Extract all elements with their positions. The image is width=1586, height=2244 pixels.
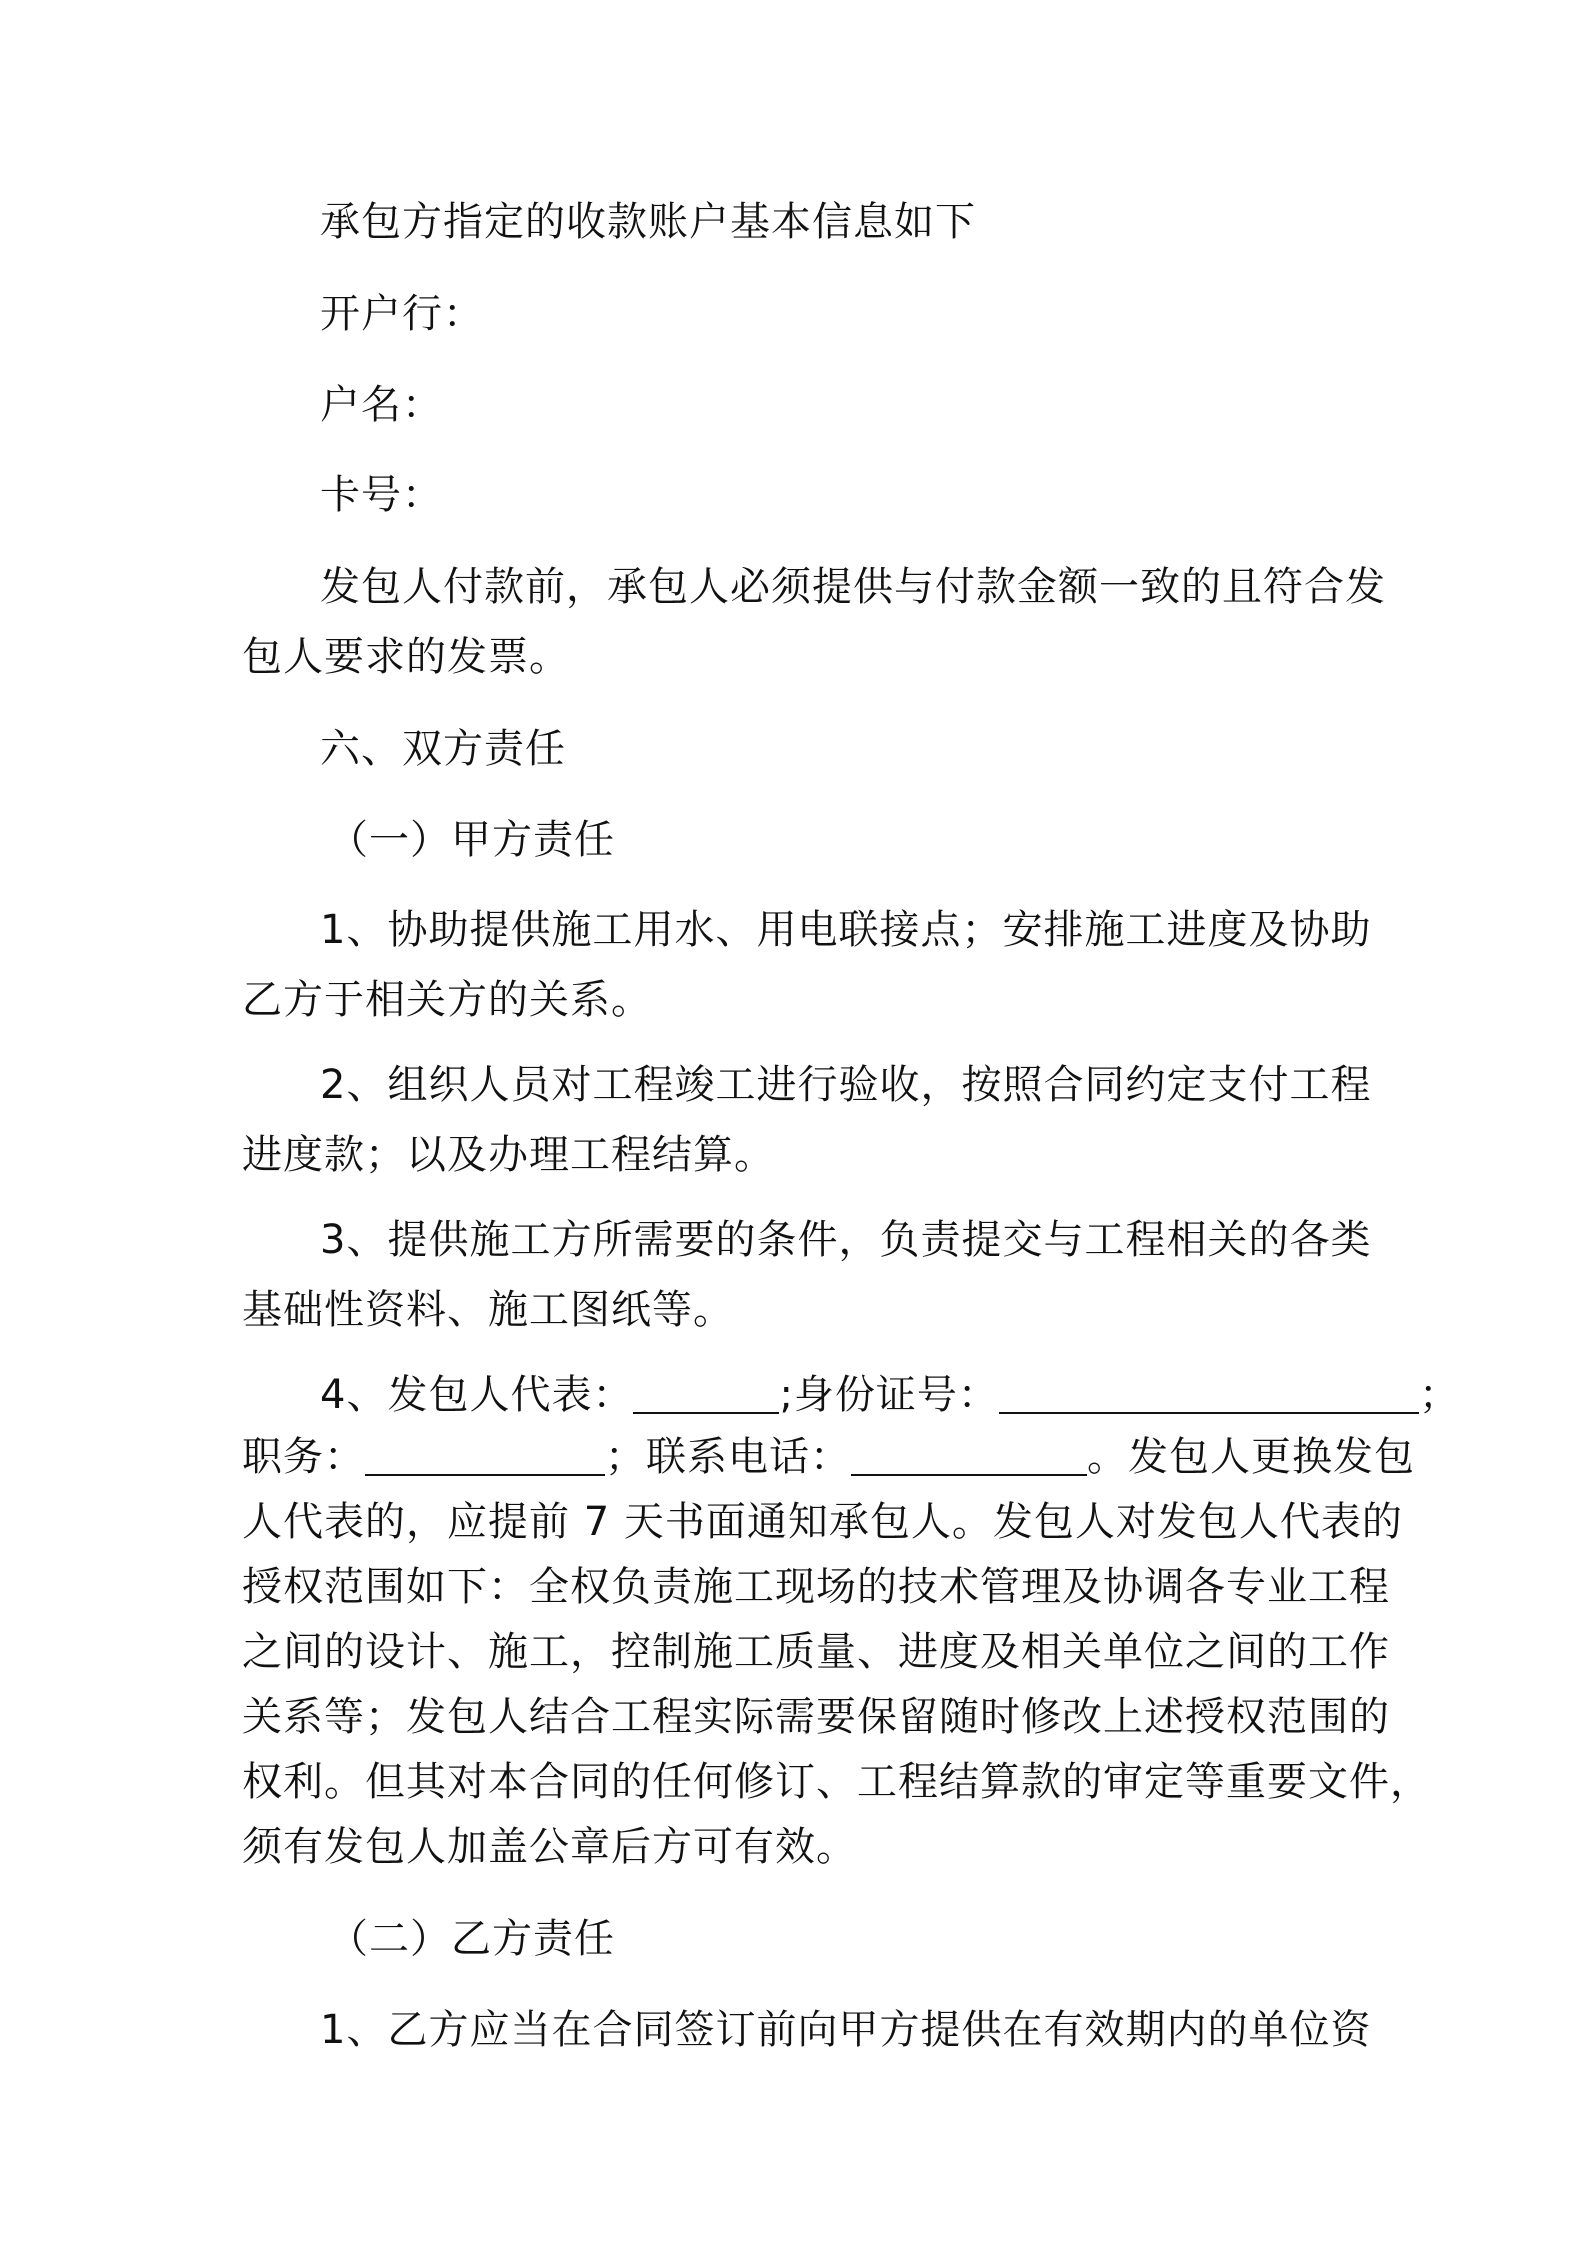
- phone-blank[interactable]: [851, 1430, 1087, 1476]
- party-a-item-4-line-5: 之间的设计、施工，控制施工质量、进度及相关单位之间的工作: [242, 1629, 1390, 1675]
- party-a-item-2-line-2: 进度款；以及办理工程结算。: [242, 1132, 775, 1178]
- party-a-item-4-line-3: 人代表的，应提前 7 天书面通知承包人。发包人对发包人代表的: [242, 1499, 1403, 1545]
- id-number-blank[interactable]: [999, 1368, 1419, 1414]
- invoice-paragraph-line-2: 包人要求的发票。: [242, 634, 570, 680]
- party-a-item-2-line-1: 2、组织人员对工程竣工进行验收，按照合同约定支付工程: [320, 1062, 1372, 1108]
- position-label: 职务：: [242, 1434, 365, 1480]
- party-a-item-3-line-1: 3、提供施工方所需要的条件，负责提交与工程相关的各类: [320, 1217, 1372, 1263]
- representative-label: 4、发包人代表：: [320, 1372, 634, 1418]
- representative-blank[interactable]: [633, 1368, 779, 1414]
- account-intro: 承包方指定的收款账户基本信息如下: [320, 199, 976, 245]
- party-a-item-4-line-4: 授权范围如下：全权负责施工现场的技术管理及协调各专业工程: [242, 1564, 1390, 1610]
- party-b-item-1-line-1: 1、乙方应当在合同签订前向甲方提供在有效期内的单位资: [320, 2007, 1372, 2053]
- invoice-paragraph-line-1: 发包人付款前，承包人必须提供与付款金额一致的且符合发: [320, 564, 1386, 610]
- party-a-item-4-line-7: 权利。但其对本合同的任何修订、工程结算款的审定等重要文件，: [242, 1759, 1431, 1805]
- party-a-item-1-line-1: 1、协助提供施工用水、用电联接点；安排施工进度及协助: [320, 907, 1372, 953]
- party-a-item-4-line-1: [242, 1363, 1460, 1427]
- section-six-title: 六、双方责任: [320, 726, 566, 772]
- party-a-item-4-line-8: 须有发包人加盖公章后方可有效。: [242, 1824, 857, 1870]
- party-a-item-4-line-2: [242, 1425, 1415, 1489]
- party-a-item-3-line-2: 基础性资料、施工图纸等。: [242, 1287, 734, 1333]
- card-number-label: 卡号：: [320, 472, 443, 518]
- semicolon: ；: [1418, 1372, 1460, 1418]
- position-blank[interactable]: [365, 1430, 605, 1476]
- party-a-title: （一）甲方责任: [328, 817, 615, 863]
- bank-label: 开户行：: [320, 291, 484, 337]
- party-b-title: （二）乙方责任: [328, 1916, 615, 1962]
- account-name-label: 户名：: [320, 382, 443, 428]
- id-number-label: ;身份证号：: [779, 1372, 999, 1418]
- phone-label: ；联系电话：: [605, 1434, 851, 1480]
- party-a-item-4-line-6: 关系等；发包人结合工程实际需要保留随时修改上述授权范围的: [242, 1694, 1390, 1740]
- change-representative-text: 。发包人更换发包: [1087, 1434, 1415, 1480]
- party-a-item-1-line-2: 乙方于相关方的关系。: [242, 977, 652, 1023]
